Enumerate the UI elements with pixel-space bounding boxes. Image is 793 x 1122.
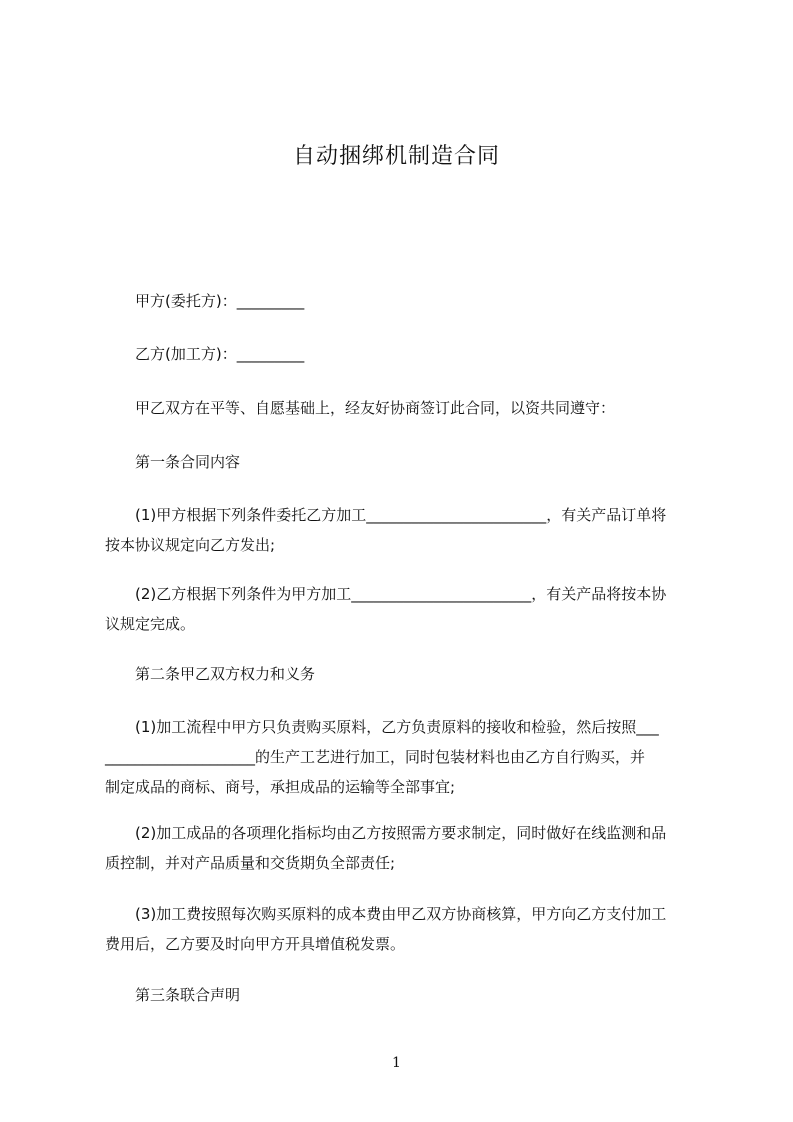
paragraph-line: (2)加工成品的各项理化指标均由乙方按照需方要求制定，同时做好在线监测和品 [135, 824, 667, 842]
document-title: 自动捆绑机制造合同 [292, 144, 500, 169]
paragraph-line: 质控制，并对产品质量和交货期负全部责任; [105, 854, 396, 872]
paragraph-line: 制定成品的商标、商号，承担成品的运输等全部事宜; [105, 778, 456, 796]
section-2-item-3 [105, 899, 715, 959]
paragraph-line: (1)加工流程中甲方只负责购买原料，乙方负责原料的接收和检验，然后按照___ [135, 718, 659, 736]
section-2-item-2 [105, 818, 715, 878]
section-1-heading: 第一条合同内容 [135, 453, 241, 471]
paragraph-line: ____________________的生产工艺进行加工，同时包装材料也由乙方自行购买，并 [105, 748, 646, 766]
section-2-heading: 第二条甲乙双方权力和义务 [135, 665, 316, 683]
intro-paragraph: 甲乙双方在平等、自愿基础上，经友好协商签订此合同，以资共同遵守： [135, 399, 616, 417]
paragraph-line: 议规定完成。 [105, 615, 196, 633]
paragraph-line: 按本协议规定向乙方发出; [105, 536, 276, 554]
section-3-heading: 第三条联合声明 [135, 986, 241, 1004]
section-1-item-1 [105, 500, 715, 560]
paragraph-line: (2)乙方根据下列条件为甲方加工________________________，有关产品将按本协 [135, 585, 667, 603]
page-number: 1 [392, 1055, 401, 1071]
party-b-line: 乙方(加工方)：_________ [135, 345, 305, 363]
section-1-item-2 [105, 579, 715, 639]
paragraph-line: 费用后，乙方要及时向甲方开具增值税发票。 [105, 935, 406, 953]
party-a-line: 甲方(委托方)：_________ [135, 292, 305, 310]
paragraph-line: (3)加工费按照每次购买原料的成本费由甲乙双方协商核算，甲方向乙方支付加工 [135, 905, 667, 923]
paragraph-line: (1)甲方根据下列条件委托乙方加工________________________，有关产品订单将 [135, 506, 667, 524]
section-2-item-1 [105, 712, 715, 802]
